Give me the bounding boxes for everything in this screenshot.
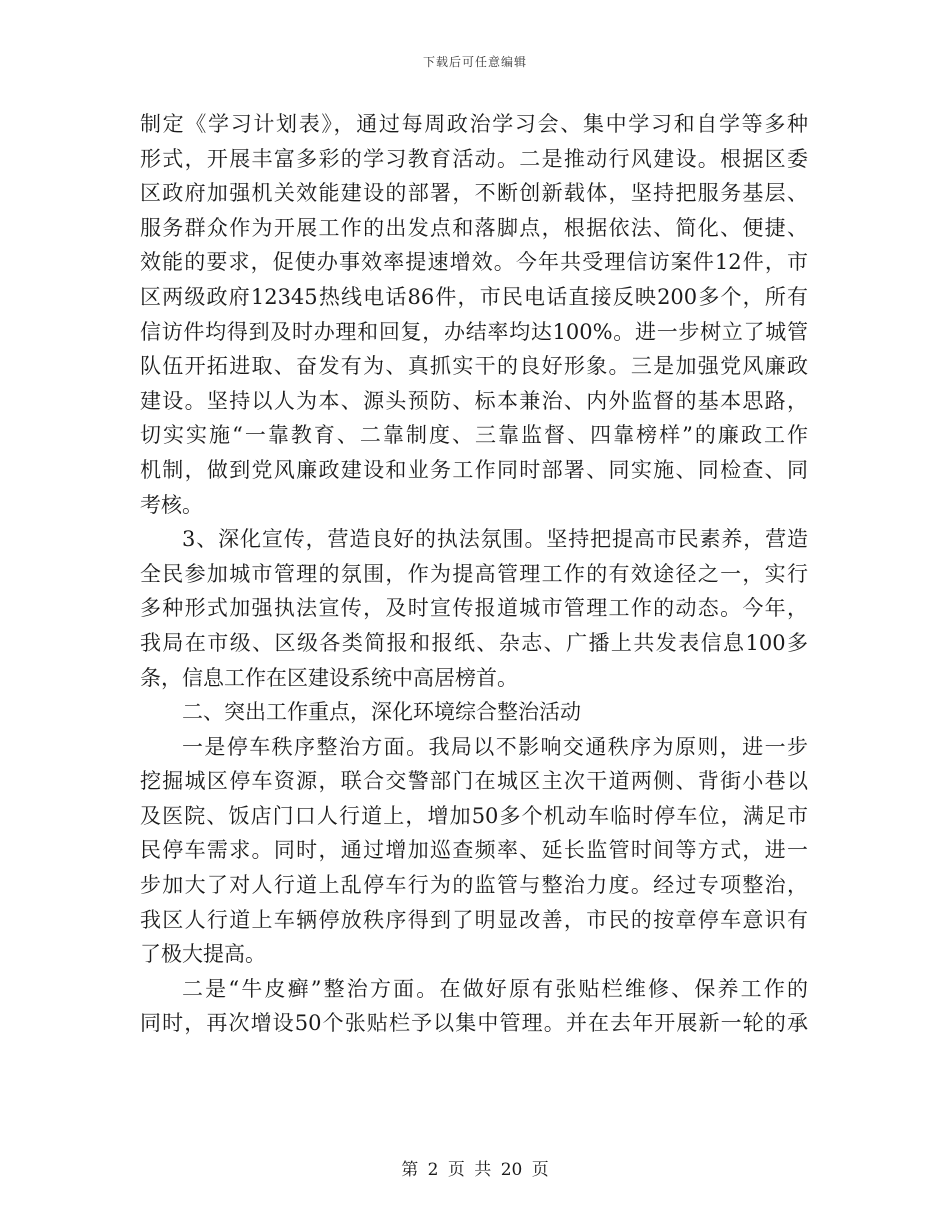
text-line: 一是停车秩序整治方面。我局以不影响交通秩序为原则，进一步 [182,734,808,759]
text-line: 3、深化宣传，营造良好的执法氛围。坚持把提高市民素养，营造 [182,527,808,552]
text-line: 考核。 [140,492,203,517]
text-line: 二是“牛皮癣”整治方面。在做好原有张贴栏维修、保养工作的 [182,976,808,1001]
text-line: 步加大了对人行道上乱停车行为的监管与整治力度。经过专项整治， [140,873,808,898]
text-line: 及医院、饭店门口人行道上，增加50多个机动车临时停车位，满足市 [140,803,808,828]
text-line: 建设。坚持以人为本、源头预防、标本兼治、内外监督的基本思路， [140,388,808,413]
text-line: 我区人行道上车辆停放秩序得到了明显改善，市民的按章停车意识有 [140,907,808,932]
text-line: 区政府加强机关效能建设的部署，不断创新载体，坚持把服务基层、 [140,181,808,206]
text-line: 条，信息工作在区建设系统中高居榜首。 [140,665,518,690]
text-line: 形式，开展丰富多彩的学习教育活动。二是推动行风建设。根据区委 [140,146,808,171]
text-line: 信访件均得到及时办理和回复，办结率均达100%。进一步树立了城管 [140,319,808,344]
text-line: 民停车需求。同时，通过增加巡查频率、延长监管时间等方式，进一 [140,838,808,863]
page-header: 下载后可任意编辑 [422,55,527,69]
text-line: 多种形式加强执法宣传，及时宣传报道城市管理工作的动态。今年， [140,596,808,621]
page-footer: 第 2 页 共 20 页 [401,1160,549,1180]
text-line: 全民参加城市管理的氛围，作为提高管理工作的有效途径之一，实行 [140,561,808,586]
text-line: 挖掘城区停车资源，联合交警部门在城区主次干道两侧、背街小巷以 [140,769,808,794]
text-line: 切实实施“一靠教育、二靠制度、三靠监督、四靠榜样”的廉政工作 [140,423,808,448]
text-line: 效能的要求，促使办事效率提速增效。今年共受理信访案件12件，市 [140,250,808,275]
text-line: 制定《学习计划表》，通过每周政治学习会、集中学习和自学等多种 [140,112,808,136]
section-heading: 二、突出工作重点，深化环境综合整治活动 [182,700,581,725]
text-line: 服务群众作为开展工作的出发点和落脚点，根据依法、简化、便捷、 [140,215,808,240]
text-line: 我局在市级、区级各类简报和报纸、杂志、广播上共发表信息100多 [140,630,808,655]
text-line: 同时，再次增设50个张贴栏予以集中管理。并在去年开展新一轮的承 [140,1011,808,1036]
text-line: 队伍开拓进取、奋发有为、真抓实干的良好形象。三是加强党风廉政 [140,354,808,379]
document-body [140,107,808,1041]
text-line: 了极大提高。 [140,942,266,967]
text-line: 机制，做到党风廉政建设和业务工作同时部署、同实施、同检查、同 [140,457,808,482]
text-line: 区两级政府12345热线电话86件，市民电话直接反映200多个，所有 [140,284,808,309]
